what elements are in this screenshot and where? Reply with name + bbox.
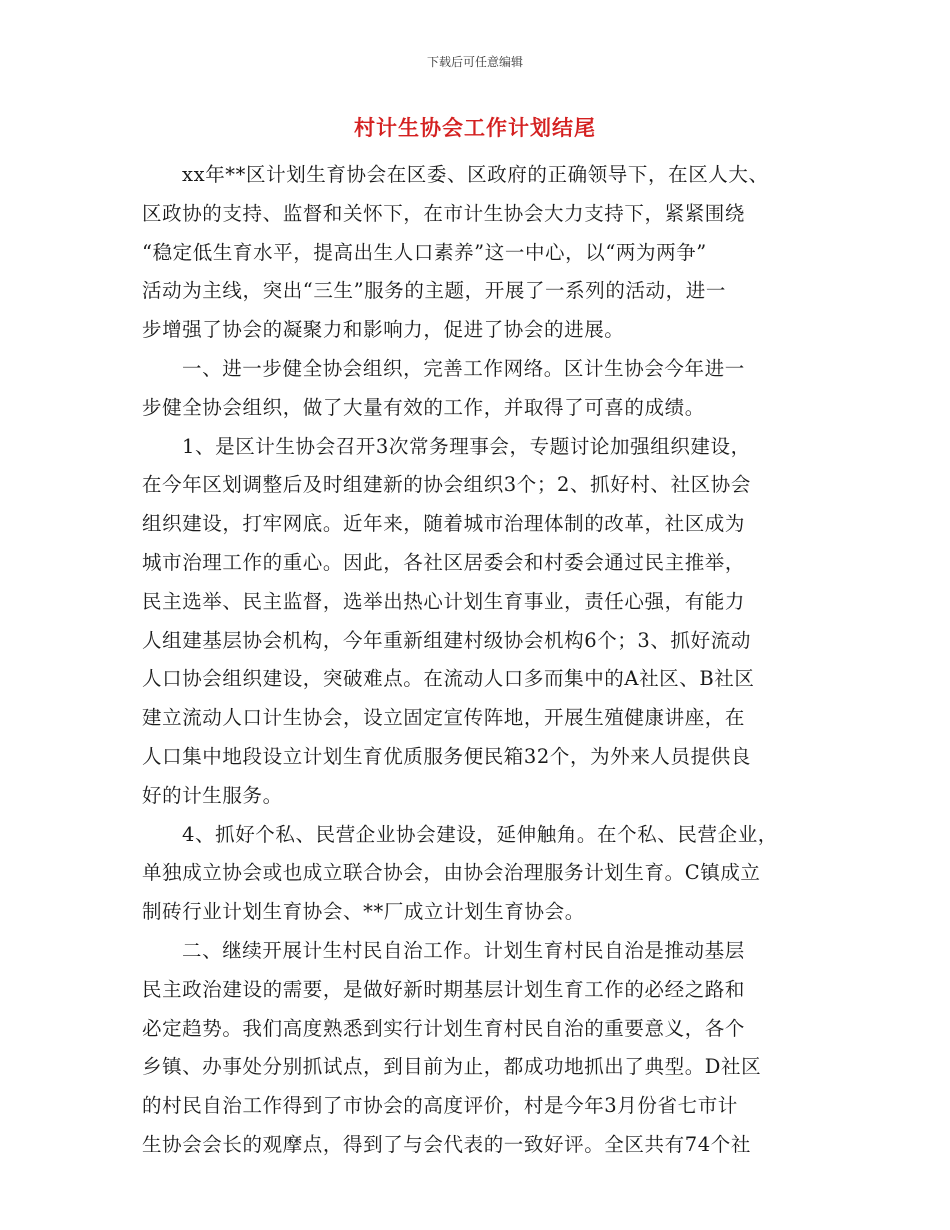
text-line: 步增强了协会的凝聚力和影响力，促进了协会的进展。 [142,318,625,342]
document-title: 村计生协会工作计划结尾 [354,116,596,140]
text-line: 组织建设，打牢网底。近年来，随着城市治理体制的改革，社区成为 [142,512,746,536]
text-line: 人口集中地段设立计划生育优质服务便民箱32个，为外来人员提供良 [142,744,751,768]
text-line: 建立流动人口计生协会，设立固定宣传阵地，开展生殖健康讲座，在 [142,706,746,730]
text-line: 好的计生服务。 [142,783,283,807]
text-line: 1、是区计生协会召开3次常务理事会，专题讨论加强组织建设， [182,434,751,458]
text-line: 民主选举、民主监督，选举出热心计划生育事业，责任心强，有能力 [142,589,746,613]
text-line: 步健全协会组织，做了大量有效的工作，并取得了可喜的成绩。 [142,395,705,419]
text-line: 乡镇、办事处分别抓试点，到目前为止，都成功地抓出了典型。D社区 [142,1055,762,1079]
text-line: 民主政治建设的需要，是做好新时期基层计划生育工作的必经之路和 [142,977,746,1001]
text-line: 4、抓好个私、民营企业协会建设，延伸触角。在个私、民营企业， [182,822,778,846]
text-line: 在今年区划调整后及时组建新的协会组织3个；2、抓好村、社区协会 [142,473,751,497]
text-line: 二、继续开展计生村民自治工作。计划生育村民自治是推动基层 [182,938,745,962]
text-line: 城市治理工作的重心。因此，各社区居委会和村委会通过民主推举， [142,550,746,574]
text-line: 生协会会长的观摩点，得到了与会代表的一致好评。全区共有74个社 [142,1132,751,1156]
text-line: 单独成立协会或也成立联合协会，由协会治理服务计划生育。C镇成立 [142,861,761,885]
text-line: 的村民自治工作得到了市协会的高度评价，村是今年3月份省七市计 [142,1094,738,1118]
text-line: 必定趋势。我们高度熟悉到实行计划生育村民自治的重要意义，各个 [142,1016,746,1040]
text-line: “稳定低生育水平，提高出生人口素养”这一中心，以“两为两争” [142,240,707,264]
text-line: 活动为主线，突出“三生”服务的主题，开展了一系列的活动，进一 [142,279,726,303]
text-line: xx年**区计划生育协会在区委、区政府的正确领导下，在区人大、 [182,163,769,186]
document-body [142,160,812,1169]
text-line: 人组建基层协会机构，今年重新组建村级协会机构6个；3、抓好流动 [142,628,751,652]
text-line: 一、进一步健全协会组织，完善工作网络。区计生协会今年进一 [182,356,745,380]
header-note: 下载后可任意编辑 [426,55,523,69]
text-line: 制砖行业计划生育协会、**厂成立计划生育协会。 [142,900,585,924]
text-line: 人口协会组织建设，突破难点。在流动人口多而集中的A社区、B社区 [142,667,755,691]
text-line: 区政协的支持、监督和关怀下，在市计生协会大力支持下，紧紧围绕 [142,201,746,225]
